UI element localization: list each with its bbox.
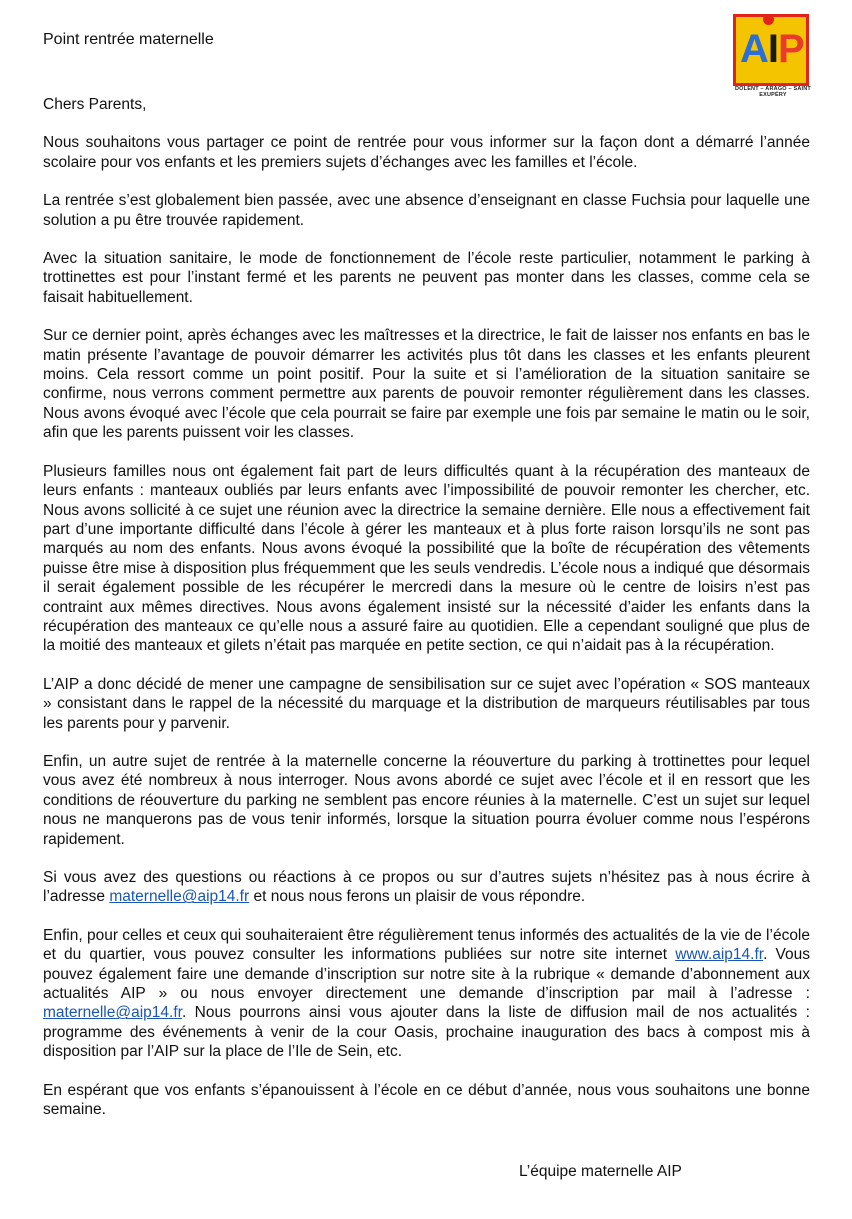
- paragraph-sos-manteaux: L’AIP a donc décidé de mener une campagne de sensibilisation sur ce sujet avec l’opération « SOS manteaux » consistant dans le rappel de la nécessité du marquage et la distribution de marqueurs réutilisables par tous les parents pour y parvenir.: [43, 675, 810, 732]
- aip-logo: [733, 14, 809, 86]
- email-link[interactable]: maternelle@aip14.fr: [43, 1004, 182, 1022]
- website-link[interactable]: www.aip14.fr: [675, 946, 764, 964]
- logo-dot: [763, 14, 774, 25]
- paragraph-intro: Nous souhaitons vous partager ce point de rentrée pour vous informer sur la façon dont a démarré l’année scolaire pour vos enfants et les premiers sujets d’échanges avec les familles et l’école.: [43, 134, 810, 171]
- paragraph-closing: En espérant que vos enfants s’épanouissent à l’école en ce début d’année, nous vous souhaitons une bonne semaine.: [43, 1081, 810, 1119]
- paragraph-contact: Si vous avez des questions ou réactions à ce propos ou sur d’autres sujets n’hésitez pas à nous écrire à l’adresse maternelle@aip14.fr et nous nous ferons un plaisir de vous répondre.: [43, 869, 810, 906]
- paragraph-manteaux: Plusieurs familles nous ont également fait part de leurs difficultés quant à la récupération des manteaux de leurs enfants : manteaux oubliés par leurs enfants avec l’impossibilité de pouvoir remonter les chercher, etc. Nous avons sollicité à ce sujet une réunion avec la directrice la semaine dernière. Elle nous a effectivement fait part d’une importante difficulté dans l’école à gérer les manteaux et à plus forte raison lorsqu’ils ne sont pas marqués au nom des enfants. Nous avons évoqué la possibilité que la boîte de récupération des vêtements puisse être mise à disposition plus fréquemment que les seuls vendredis. L’école nous a indiqué que désormais il serait également possible de les récupérer le mercredi dans la mesure où le centre de loisirs n’est pas contraint aux mêmes directives. Nous avons également insisté sur la nécessité d’aider les enfants dans la récupération des manteaux ce qu’elle nous a assuré faire au quotidien. Elle a cependant souligné que plus de la moitié des manteaux et gilets n’était pas marquée en petite section, ce qui n’aidait pas à la récupération.: [43, 462, 810, 655]
- letter-body: [43, 95, 810, 1138]
- paragraph-rentree: La rentrée s’est globalement bien passée, avec une absence d’enseignant en classe Fuchsia pour laquelle une solution a pu être trouvée rapidement.: [43, 192, 810, 229]
- signature: L’équipe maternelle AIP: [519, 1163, 682, 1180]
- paragraph-sanitaire: Avec la situation sanitaire, le mode de fonctionnement de l’école reste particulier, notamment le parking à trottinettes est pour l’instant fermé et les parents ne peuvent pas monter dans les classes, comme cela se faisait habituellement.: [43, 250, 810, 306]
- paragraph-classes: Sur ce dernier point, après échanges avec les maîtresses et la directrice, le fait de laisser nos enfants en bas le matin présente l’avantage de pouvoir démarrer les activités plus tôt dans les classes et les enfants pleurent moins. Cela ressort comme un point positif. Pour la suite et si l’amélioration de la situation sanitaire se confirme, nous verrons comment permettre aux parents de pouvoir remonter régulièrement dans les classes. Nous avons évoqué avec l’école que cela pourrait se faire par exemple une fois par semaine le matin ou le soir, afin que les parents puissent voir les classes.: [43, 327, 810, 442]
- logo-subtitle: DOLENT – ARAGO – SAINT EXUPÉRY: [734, 86, 811, 98]
- greeting: Chers Parents,: [43, 96, 147, 113]
- email-link[interactable]: maternelle@aip14.fr: [109, 888, 250, 906]
- paragraph-parking: Enfin, un autre sujet de rentrée à la maternelle concerne la réouverture du parking à trottinettes pour lequel vous avez été nombreux à nous interroger. Nous avons abordé ce sujet avec l’école et il en ressort que les conditions de réouverture du parking ne semblent pas encore réunies à la maternelle. C’est un sujet sur lequel nous ne manquerons pas de vous tenir informés, lorsque la situation pourra évoluer comme nous l’espérons rapidement.: [43, 752, 810, 848]
- document-title: Point rentrée maternelle: [43, 31, 214, 48]
- logo-text: AIP: [740, 27, 804, 71]
- paragraph-newsletter: Enfin, pour celles et ceux qui souhaiteraient être régulièrement tenus informés des actualités de la vie de l’école et du quartier, vous pouvez consulter les informations publiées sur notre site internet www.aip14.fr. Vous pouvez également faire une demande d’inscription sur notre site à la rubrique « demande d’abonnement aux actualités AIP » ou nous envoyer directement une demande d’inscription par mail à l’adresse : maternelle@aip14.fr. Nous pourrons ainsi vous ajouter dans la liste de diffusion mail de nos actualités : programme des événements à venir de la cour Oasis, prochaine inauguration des bacs à compost mis à disposition par l’AIP sur la place de l’Ile de Sein, etc.: [43, 926, 810, 1061]
